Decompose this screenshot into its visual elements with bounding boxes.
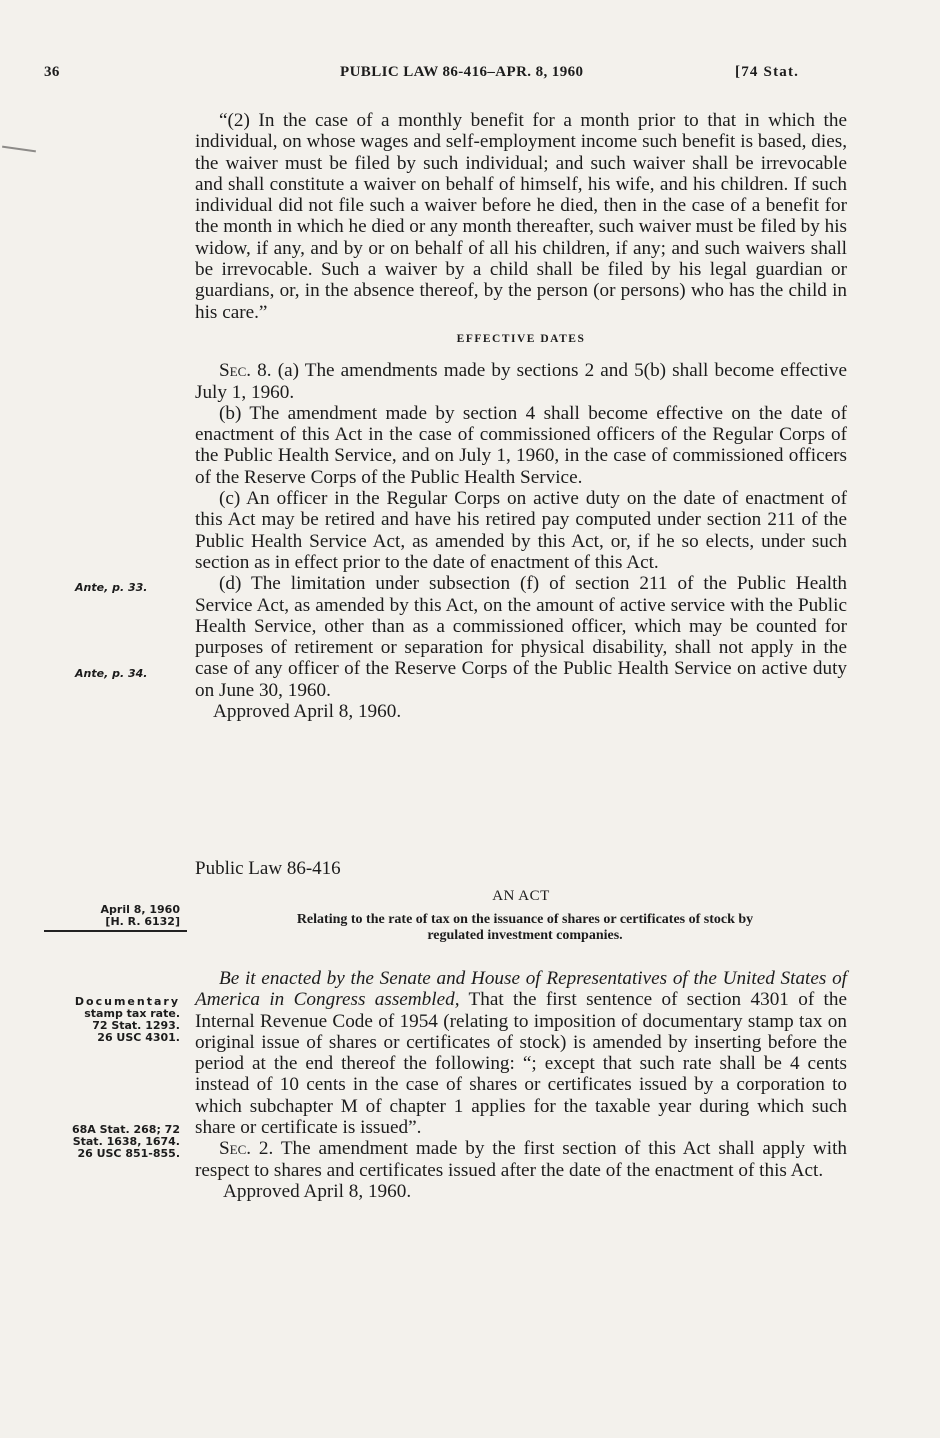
margin-stat-ref-1: 68A Stat. 268; 72 bbox=[71, 1123, 180, 1136]
public-law-body bbox=[195, 968, 847, 1202]
enacting-paragraph bbox=[195, 968, 847, 1138]
margin-date-block bbox=[30, 904, 180, 928]
sec8-b: (b) The amendment made by section 4 shall become effective on the date of enactment of this Act in the case of commissioned officers of the Regular Corps of the Public Health Service, and on July 1, 1960, in the case of commissioned officers of the Reserve Corps of the Public Health Service. bbox=[195, 402, 847, 488]
margin-doc-stamp-3: 72 Stat. 1293. bbox=[92, 1019, 180, 1032]
page-number: 36 bbox=[44, 64, 60, 80]
sec2-paragraph bbox=[195, 1138, 847, 1181]
sec8-a bbox=[195, 360, 847, 403]
running-title: PUBLIC LAW 86-416–APR. 8, 1960 bbox=[340, 64, 584, 80]
effective-dates-heading: EFFECTIVE DATES bbox=[456, 332, 586, 345]
approved-date-2: Approved April 8, 1960. bbox=[223, 1180, 412, 1202]
sec2-label: Sec. 2. bbox=[219, 1138, 274, 1160]
approved-date-1: Approved April 8, 1960. bbox=[213, 701, 402, 723]
scan-mark bbox=[2, 146, 36, 153]
stat-reference: [74 Stat. bbox=[735, 64, 800, 80]
sec2-text: The amendment made by the first section of this Act shall apply with respect to shares and certificates issued after the date of the enactment of this Act. bbox=[195, 1138, 847, 1181]
margin-doc-stamp-1: Documentary bbox=[74, 995, 180, 1008]
an-act-heading: AN ACT bbox=[492, 888, 550, 904]
margin-ante-33: Ante, p. 33. bbox=[75, 581, 148, 594]
sec8-label: Sec. 8. bbox=[219, 360, 272, 382]
margin-stat-ref-3: 26 USC 851-855. bbox=[77, 1147, 180, 1160]
public-law-label: Public Law 86-416 bbox=[195, 858, 341, 879]
act-description-line-2: regulated investment companies. bbox=[427, 928, 623, 943]
margin-doc-stamp bbox=[30, 996, 180, 1044]
sec8-d: (d) The limitation under subsection (f) of section 211 of the Public Health Service Act, as amended by this Act, on the amount of active service with the Public Health Service, other than as a commissioned officer, which may be counted for purposes of retirement or separation for physical disability, shall not apply in the case of any officer of the Reserve Corps of the Public Health Service on active duty on June 30, 1960. bbox=[195, 573, 847, 701]
enacting-text: That the first sentence of section 4301 of the Internal Revenue Code of 1954 (relating to imposition of documentary stamp tax on original issue of shares or certificates of stock) is amended by inserting before the period at the end thereof the following: “; except that such rate shall be 4 cents instead of 10 cents in the case of shares or certificates issued by a corporation to which subchapter M of chapter 1 applies for the taxable year during which such share or certificate is issued”. bbox=[195, 989, 848, 1139]
margin-bill: [H. R. 6132] bbox=[105, 915, 180, 928]
act-description bbox=[195, 912, 855, 944]
margin-doc-stamp-4: 26 USC 4301. bbox=[97, 1031, 180, 1044]
margin-date: April 8, 1960 bbox=[100, 903, 180, 916]
sec8-c: (c) An officer in the Regular Corps on active duty on the date of enactment of this Act may be retired and have his retired pay computed under section 211 of the Public Health Service Act, as amended by this Act, or, if he so elects, under such section as in effect prior to the date of enactment of this Act. bbox=[195, 488, 847, 573]
margin-stat-ref-2: Stat. 1638, 1674. bbox=[72, 1135, 180, 1148]
act-description-line-1: Relating to the rate of tax on the issuance of shares or certificates of stock by bbox=[296, 912, 754, 927]
margin-ante-34: Ante, p. 34. bbox=[75, 667, 148, 680]
section-one-body bbox=[195, 110, 847, 722]
sec8-a-text: (a) The amendments made by sections 2 and 5(b) shall become effective July 1, 1960. bbox=[195, 360, 848, 403]
margin-doc-stamp-2: stamp tax rate. bbox=[84, 1007, 180, 1020]
margin-rule bbox=[44, 930, 187, 932]
paragraph-2: “(2) In the case of a monthly benefit for a month prior to that in which the individual, on whose wages and self-employment income such benefit is based, dies, the waiver must be filed by such individual; and such waiver shall be irrevocable and shall constitute a waiver on behalf of himself, his wife, and his children. If such individual did not file such a waiver before he died, then in the case of a benefit for the month in which he died or any month thereafter, such waiver must be filed by his widow, if any, and by or on behalf of all his children, if any; and such waivers shall be irrevocable. Such a waiver by a child shall be filed by his legal guardian or guardians, or, in the absence thereof, by the person (or persons) who has the child in his care.” bbox=[195, 110, 847, 323]
margin-stat-refs bbox=[30, 1124, 180, 1160]
enacting-clause: Be it enacted by the Senate and House of Representatives of the United States of America in Congress assembled, bbox=[195, 968, 847, 1011]
